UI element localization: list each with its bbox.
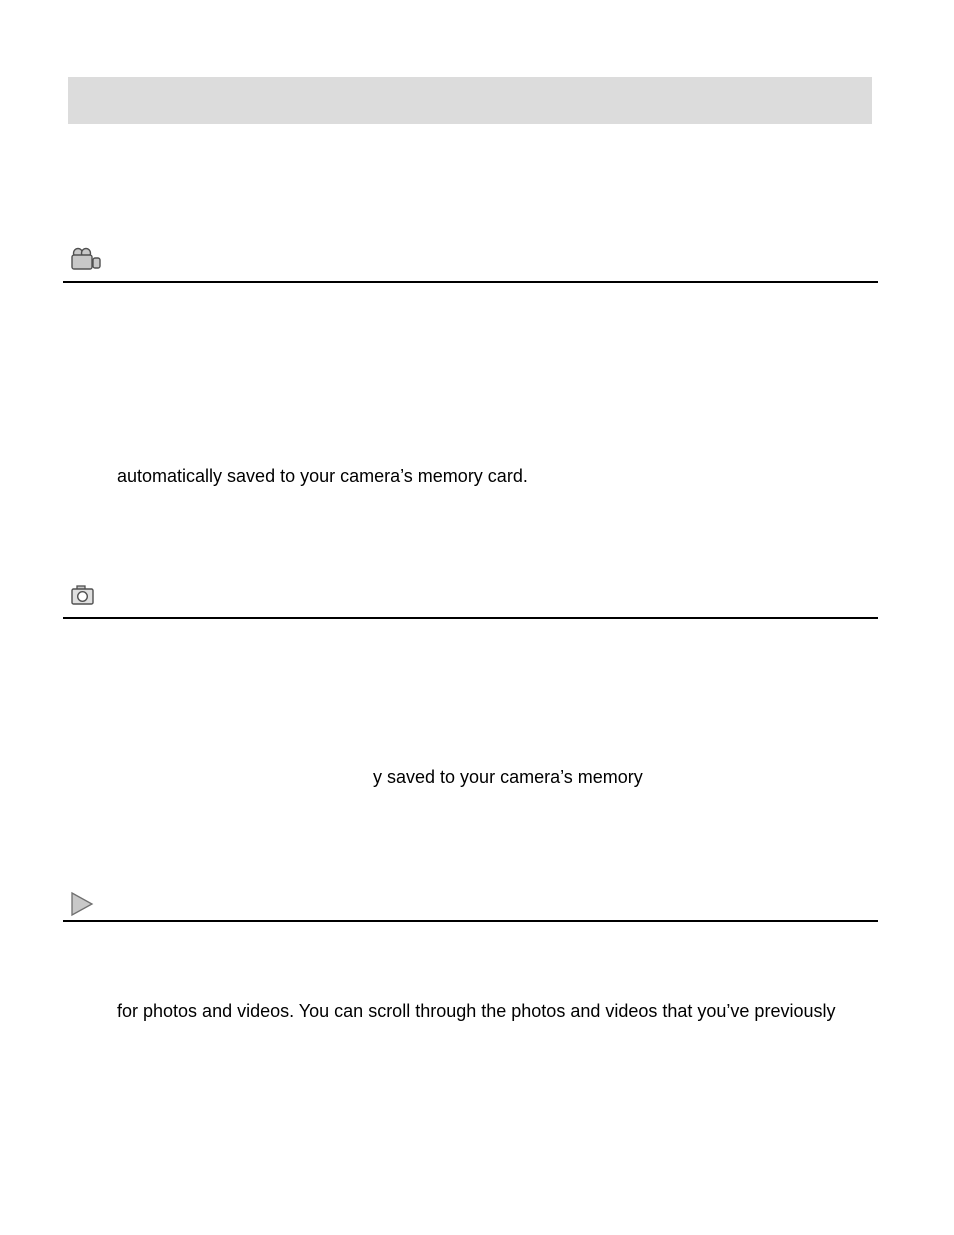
play-triangle-icon xyxy=(70,891,96,922)
video-mode-text: automatically saved to your camera’s memory card. xyxy=(117,466,528,486)
section-divider-playback xyxy=(63,920,878,922)
section-divider-video xyxy=(63,281,878,283)
photo-mode-text: y saved to your camera’s memory xyxy=(373,767,643,787)
playback-mode-text: for photos and videos. You can scroll through the photos and videos that you’ve previously xyxy=(117,1001,836,1021)
section-header-band xyxy=(68,77,872,124)
section-divider-photo xyxy=(63,617,878,619)
photo-camera-icon xyxy=(70,584,96,611)
video-camera-icon xyxy=(70,246,102,277)
